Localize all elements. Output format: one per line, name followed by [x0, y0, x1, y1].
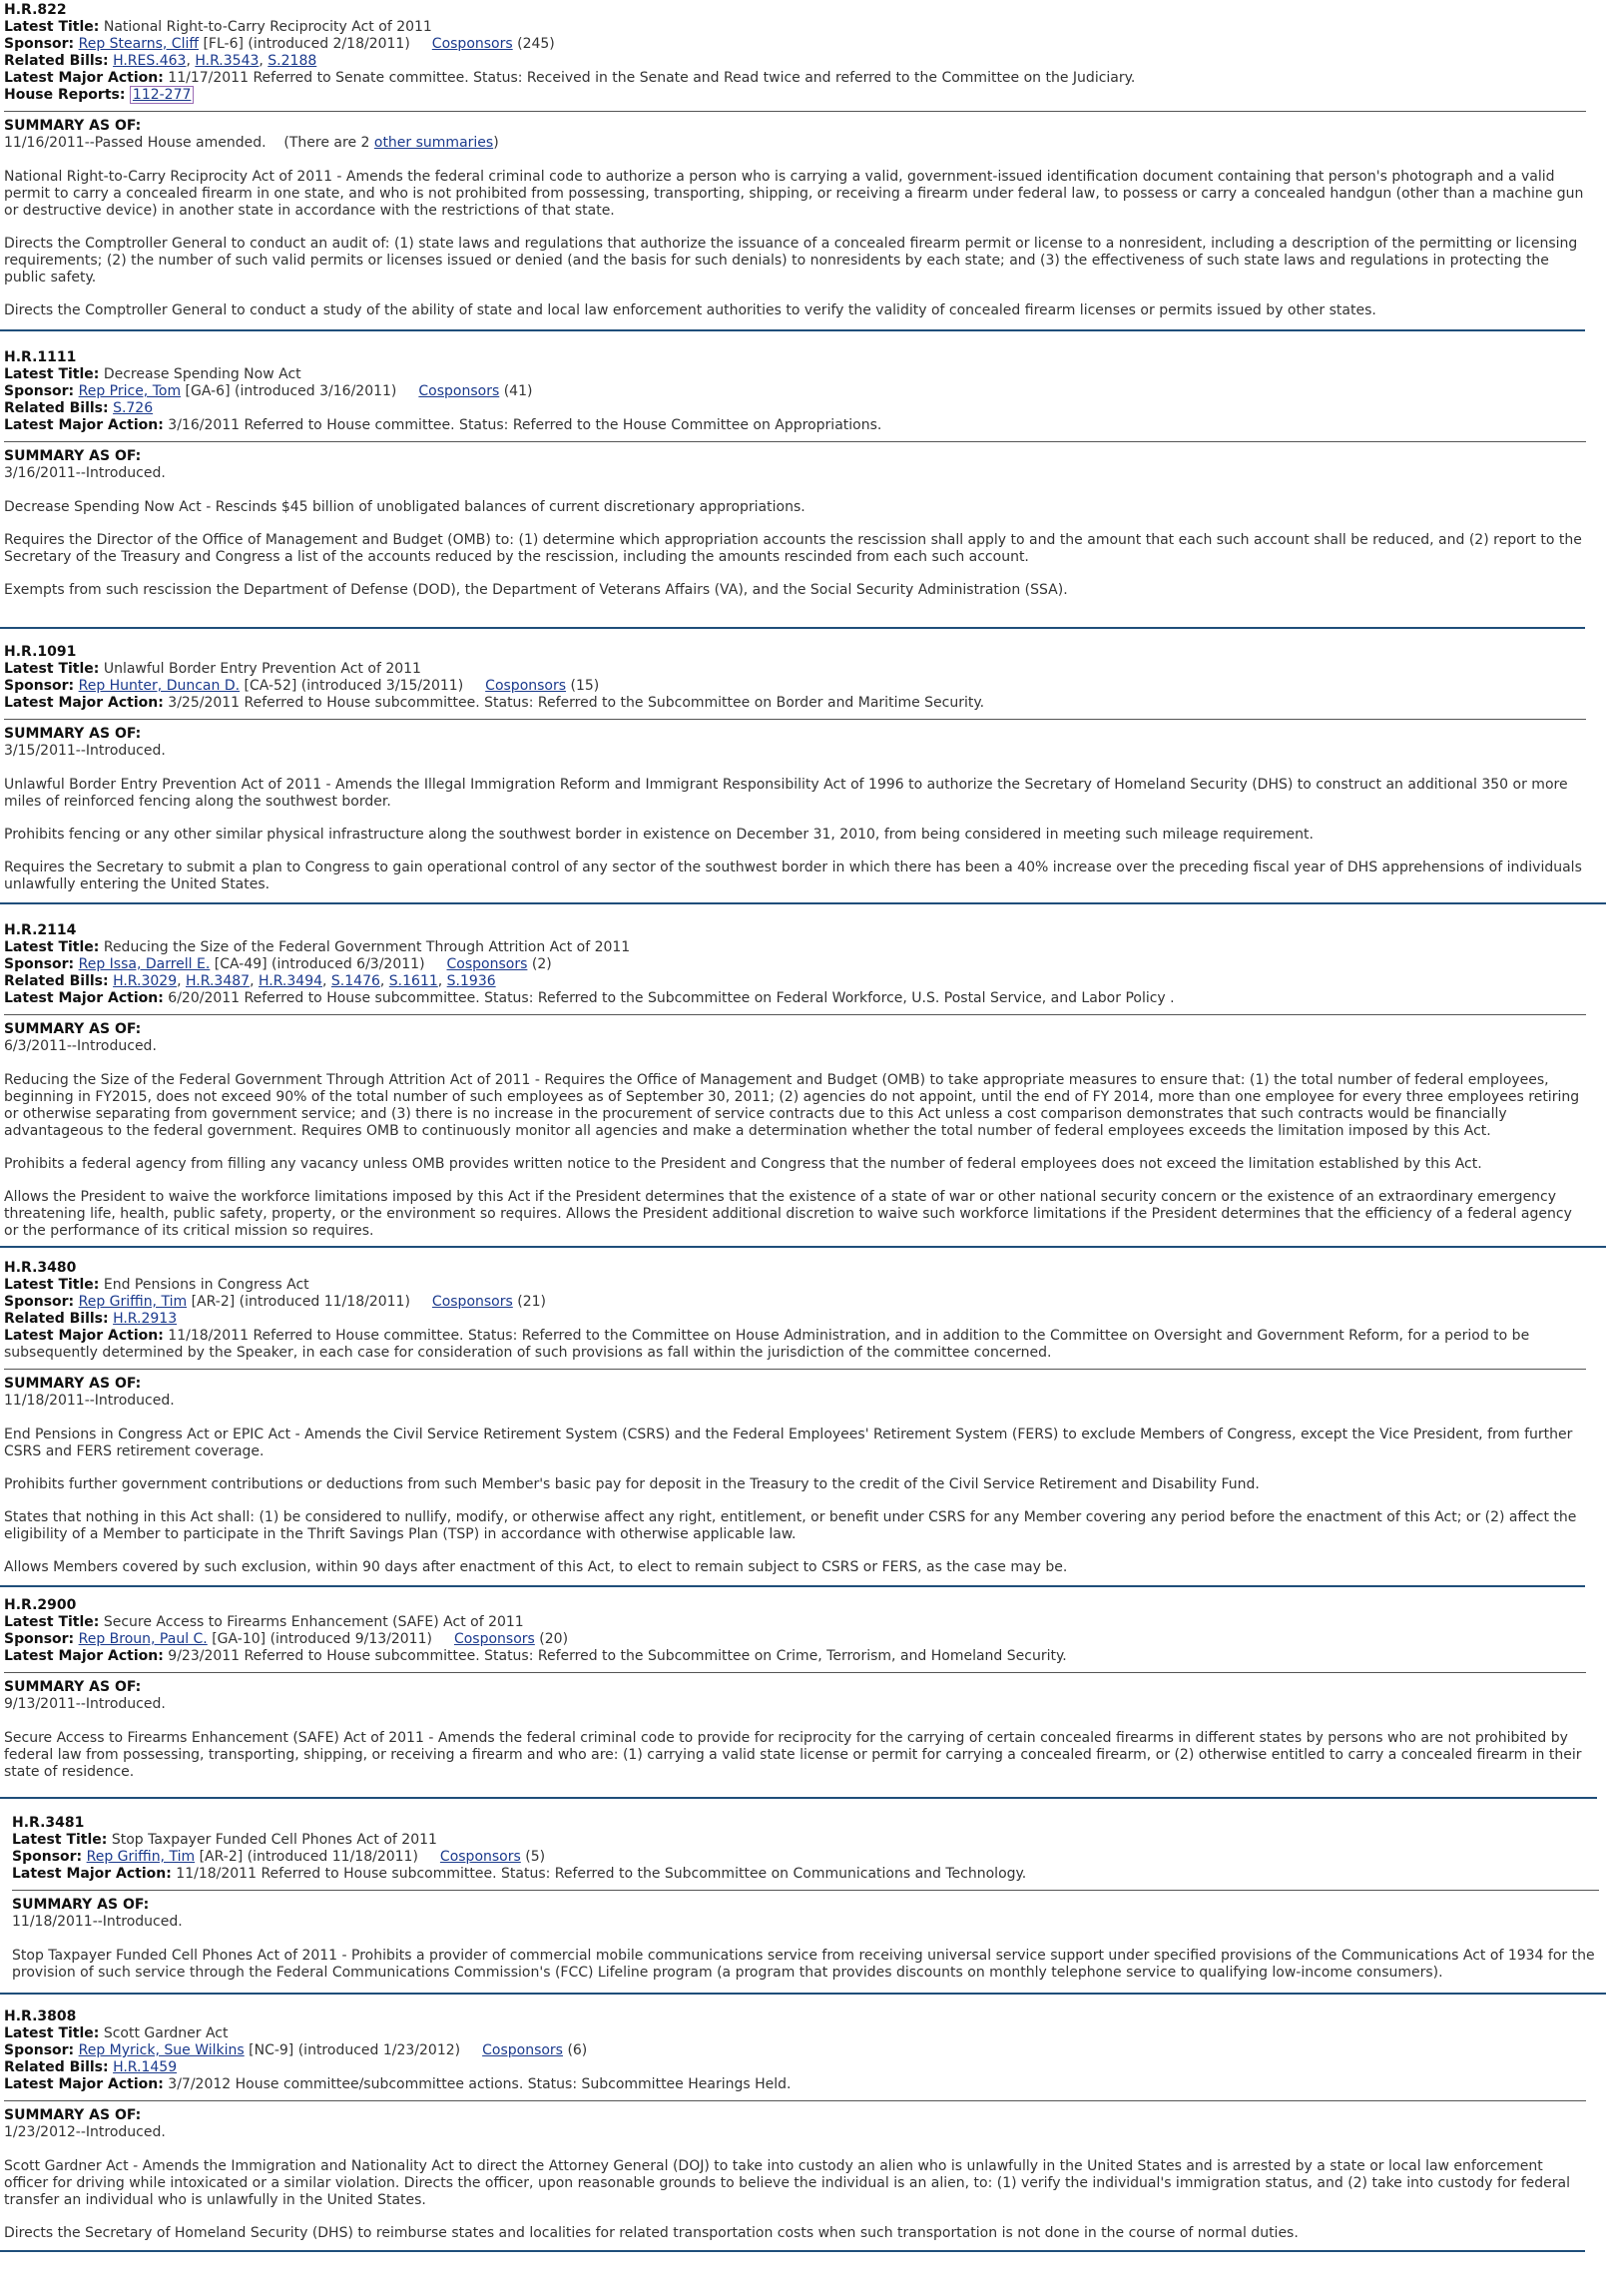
cosponsors-count: (245) [517, 36, 555, 52]
section-divider [4, 441, 1586, 442]
latest-title-label: Latest Title: [4, 2025, 100, 2041]
summary-date: 9/13/2011--Introduced. [4, 1696, 166, 1712]
section-divider [4, 1672, 1586, 1673]
related-bills-label: Related Bills: [4, 1311, 109, 1327]
bill-number: H.R.3481 [12, 1815, 85, 1831]
summary-date-row [4, 135, 1586, 152]
latest-title: Decrease Spending Now Act [103, 366, 301, 382]
bill-separator [0, 1993, 1606, 1995]
latest-action-row [4, 990, 1586, 1007]
sponsor-info: [CA-52] (introduced 3/15/2011) [244, 678, 464, 694]
latest-title: National Right-to-Carry Reciprocity Act of 2011 [103, 19, 432, 35]
summary-heading: SUMMARY AS OF: [4, 726, 142, 742]
latest-action-row [4, 1328, 1586, 1362]
bill-entry [4, 2, 1586, 335]
cosponsors-link[interactable]: Cosponsors [431, 36, 513, 52]
sponsor-row [4, 1294, 1586, 1311]
latest-title-row [4, 1277, 1586, 1294]
summary-heading: SUMMARY AS OF: [4, 448, 142, 464]
summary-paragraph: Directs the Secretary of Homeland Security (DHS) to reimburse states and localities for related transportation costs when such transportation is not done in the course of normal duties. [4, 2225, 1299, 2241]
related-bills-label: Related Bills: [4, 400, 109, 416]
bill-separator [0, 902, 1606, 904]
bill-number: H.R.3480 [4, 1260, 77, 1276]
summary-date: 1/23/2012--Introduced. [4, 2124, 166, 2140]
house-report-link[interactable]: 112-277 [130, 86, 195, 104]
latest-title-label: Latest Title: [4, 939, 100, 955]
sponsor-info: [GA-6] (introduced 3/16/2011) [185, 383, 397, 399]
house-reports-row [4, 87, 1586, 104]
latest-title-label: Latest Title: [4, 661, 100, 677]
summary-date-row [4, 743, 1586, 760]
section-divider [12, 1890, 1599, 1891]
latest-action-label: Latest Major Action: [4, 417, 164, 433]
sponsor-link[interactable]: Rep Stearns, Cliff [78, 36, 200, 52]
summary-paragraph: End Pensions in Congress Act or EPIC Act - Amends the Civil Service Retirement System (CSRS) and the Federal Employees' Retirement System (FERS) to exclude Members of Congress, except the Vice President, from further CSRS and FERS retirement coverage. [4, 1427, 1573, 1459]
summary-date-row [4, 465, 1586, 482]
bill-separator [0, 1585, 1585, 1587]
bill-entry [4, 922, 1586, 1256]
summary-paragraph: Secure Access to Firearms Enhancement (SAFE) Act of 2011 - Amends the federal criminal code to provide for reciprocity for the carrying of certain concealed firearms in different states by persons who are not prohibited by federal law from possessing, transporting, shipping, or receiving a firearm and who are: (1) carrying a valid state license or permit for carrying a concealed firearm, or (2) otherwise entitled to carry a concealed firearm in their state of residence. [4, 1730, 1582, 1780]
latest-title-label: Latest Title: [4, 1614, 100, 1630]
cosponsors-link[interactable]: Cosponsors [431, 1294, 513, 1310]
sponsor-row [4, 2042, 1586, 2059]
related-bill-link[interactable]: S.1611 [388, 973, 438, 989]
summary-paragraph: Decrease Spending Now Act - Rescinds $45 billion of unobligated balances of current discretionary appropriations. [4, 499, 805, 515]
cosponsors-count: (2) [531, 956, 552, 972]
bill-number: H.R.3808 [4, 2009, 77, 2024]
latest-action-label: Latest Major Action: [4, 2076, 164, 2092]
latest-title-row [4, 1614, 1586, 1631]
related-bill-link[interactable]: H.R.1459 [113, 2059, 178, 2075]
summary-paragraph: Unlawful Border Entry Prevention Act of 2011 - Amends the Illegal Immigration Reform and Immigrant Responsibility Act of 1996 to authorize the Secretary of Homeland Security (DHS) to construct an additional 350 or more miles of reinforced fencing along the southwest border. [4, 777, 1568, 810]
cosponsors-count: (20) [539, 1631, 569, 1647]
sponsor-info: [AR-2] (introduced 11/18/2011) [191, 1294, 410, 1310]
latest-title: Reducing the Size of the Federal Government Through Attrition Act of 2011 [103, 939, 631, 955]
sponsor-label: Sponsor: [4, 383, 75, 399]
latest-action-label: Latest Major Action: [4, 695, 164, 711]
cosponsors-link[interactable]: Cosponsors [446, 956, 528, 972]
sponsor-label: Sponsor: [12, 1849, 83, 1865]
section-divider [4, 111, 1586, 112]
summary-date-row [4, 1393, 1586, 1410]
summary-date-row [4, 2124, 1586, 2141]
sponsor-link[interactable]: Rep Griffin, Tim [78, 1294, 188, 1310]
latest-action: 9/23/2011 Referred to House subcommittee. Status: Referred to the Subcommittee on Crime, Terrorism, and Homeland Security. [168, 1648, 1067, 1664]
related-bills-row [4, 400, 1586, 417]
cosponsors-count: (6) [567, 2042, 588, 2058]
bill-number: H.R.1111 [4, 349, 77, 365]
sponsor-info: [NC-9] (introduced 1/23/2012) [249, 2042, 461, 2058]
related-bills-label: Related Bills: [4, 2059, 109, 2075]
latest-action-label: Latest Major Action: [4, 990, 164, 1006]
bill-separator [0, 627, 1585, 629]
sponsor-row [12, 1849, 1599, 1866]
cosponsors-link[interactable]: Cosponsors [482, 2042, 563, 2058]
latest-title: Stop Taxpayer Funded Cell Phones Act of 2011 [111, 1832, 437, 1848]
summary-paragraph: Prohibits fencing or any other similar physical infrastructure along the southwest border in existence on December 31, 2010, from being considered in meeting such mileage requirement. [4, 827, 1314, 843]
summary-paragraph: Allows Members covered by such exclusion, within 90 days after enactment of this Act, to elect to remain subject to CSRS or FERS, as the case may be. [4, 1559, 1068, 1575]
latest-action: 11/17/2011 Referred to Senate committee. Status: Received in the Senate and Read twice and referred to the Committee on the Judiciary. [168, 70, 1136, 86]
summary-date-row [4, 1696, 1586, 1713]
latest-title: Secure Access to Firearms Enhancement (SAFE) Act of 2011 [103, 1614, 524, 1630]
bill-number: H.R.2114 [4, 922, 77, 938]
bill-separator [0, 2250, 1585, 2252]
related-bill-link[interactable]: S.1476 [330, 973, 380, 989]
summary-paragraph: Requires the Director of the Office of Management and Budget (OMB) to: (1) determine which appropriation accounts the rescission shall apply to and the amount that each such account shall be reduced, and (2) report to the Secretary of the Treasury and Congress a list of the accounts reduced by the rescission, including the amounts rescinded from each such account. [4, 532, 1582, 565]
latest-action: 3/7/2012 House committee/subcommittee actions. Status: Subcommittee Hearings Held. [168, 2076, 792, 2092]
related-bills-row: Related Bills: H.RES.463, H.R.3543, S.2188 [4, 53, 317, 69]
other-summaries-post: ) [493, 135, 499, 151]
sponsor-label: Sponsor: [4, 956, 75, 972]
related-bills-label: Related Bills: [4, 53, 109, 69]
sponsor-label: Sponsor: [4, 36, 75, 52]
sponsor-row [4, 36, 1586, 53]
sponsor-row [4, 1631, 1586, 1648]
sponsor-link[interactable]: Rep Griffin, Tim [86, 1849, 196, 1865]
summary-paragraph: Directs the Comptroller General to conduct a study of the ability of state and local law enforcement authorities to verify the validity of concealed firearm licenses or permits issued by other states. [4, 302, 1376, 318]
bill-entry [4, 2009, 1586, 2258]
bill-separator [0, 329, 1585, 331]
summary-heading: SUMMARY AS OF: [4, 1021, 142, 1037]
latest-action-label: Latest Major Action: [4, 1328, 164, 1344]
summary-date: 3/16/2011--Introduced. [4, 465, 166, 481]
summary-paragraph: National Right-to-Carry Reciprocity Act of 2011 - Amends the federal criminal code to authorize a person who is carrying a valid, government-issued identification document containing that person's photograph and a valid permit to carry a concealed firearm in one state, and who is not prohibited from possessing, transporting, shipping, or receiving a firearm under federal law, to possess or carry a concealed handgun (other than a machine gun or destructive device) in another state in accordance with the restrictions of that state. [4, 169, 1584, 219]
summary-date-row [12, 1914, 1599, 1931]
summary-paragraph: Stop Taxpayer Funded Cell Phones Act of 2011 - Prohibits a provider of commercial mobile communications service from receiving universal service support under specified provisions of the Communications Act of 1934 for the provision of such service through the Federal Communications Commission's (FCC) Lifeline program (a program that provides discounts on monthly telephone service to qualifying low-income consumers). [12, 1948, 1595, 1981]
cosponsors-link[interactable]: Cosponsors [439, 1849, 521, 1865]
summary-paragraph: Prohibits further government contributions or deductions from such Member's basic pay for deposit in the Treasury to the credit of the Civil Service Retirement and Disability Fund. [4, 1476, 1260, 1492]
summary-date-row [4, 1038, 1586, 1055]
summary-paragraph: States that nothing in this Act shall: (1) be considered to nullify, modify, or otherwise affect any right, entitlement, or benefit under CSRS for any Member covering any period before the enactment of this Act; or (2) affect the eligibility of a Member to participate in the Thrift Savings Plan (TSP) in accordance with otherwise applicable law. [4, 1509, 1577, 1542]
sponsor-label: Sponsor: [4, 1631, 75, 1647]
related-bill-link[interactable]: S.2188 [268, 53, 317, 69]
latest-title: End Pensions in Congress Act [103, 1277, 309, 1293]
related-bill-link[interactable]: H.R.3494 [258, 973, 323, 989]
latest-title-label: Latest Title: [4, 1277, 100, 1293]
latest-title-label: Latest Title: [4, 366, 100, 382]
bill-entry [12, 1815, 1599, 1998]
latest-title-row [4, 939, 1586, 956]
sponsor-info: [FL-6] (introduced 2/18/2011) [203, 36, 410, 52]
summary-paragraph: Directs the Comptroller General to conduct an audit of: (1) state laws and regulations that authorize the issuance of a concealed firearm permit or license to a nonresident, including a description of the permitting or licensing requirements; (2) the number of such valid permits or licenses issued or denied (and the basis for such denials) to nonresidents by each state; and (3) the effectiveness of such state laws and regulations in protecting the public safety. [4, 236, 1578, 286]
bill-number: H.R.1091 [4, 644, 77, 660]
related-bill-link[interactable]: H.R.2913 [113, 1311, 178, 1327]
related-bill-link[interactable]: S.1936 [446, 973, 496, 989]
bill-entry [4, 1597, 1586, 1797]
bill-separator [0, 1797, 1597, 1799]
sponsor-info: [AR-2] (introduced 11/18/2011) [199, 1849, 418, 1865]
summary-paragraph: Prohibits a federal agency from filling any vacancy unless OMB provides written notice to the President and Congress that the number of federal employees does not exceed the limitation established by this Act. [4, 1156, 1482, 1172]
latest-action: 11/18/2011 Referred to House committee. Status: Referred to the Committee on House Administration, and in addition to the Committee on Oversight and Government Reform, for a period to be subsequently determined by the Speaker, in each case for consideration of such provisions as fall within the jurisdiction of the committee concerned. [4, 1328, 1530, 1361]
related-bill-link[interactable]: H.R.3487 [186, 973, 251, 989]
sponsor-label: Sponsor: [4, 2042, 75, 2058]
cosponsors-count: (15) [570, 678, 600, 694]
section-divider [4, 1014, 1586, 1015]
sponsor-label: Sponsor: [4, 1294, 75, 1310]
latest-title-label: Latest Title: [12, 1832, 108, 1848]
cosponsors-count: (41) [503, 383, 533, 399]
sponsor-info: [GA-10] (introduced 9/13/2011) [212, 1631, 432, 1647]
bill-entry [4, 644, 1586, 909]
latest-action-row [12, 1866, 1599, 1883]
sponsor-link[interactable]: Rep Broun, Paul C. [78, 1631, 208, 1647]
latest-action-row [4, 2076, 1586, 2093]
summary-paragraph: Requires the Secretary to submit a plan to Congress to gain operational control of any sector of the southwest border in which there has been a 40% increase over the preceding fiscal year of DHS apprehensions of individuals unlawfully entering the United States. [4, 860, 1582, 892]
sponsor-link[interactable]: Rep Issa, Darrell E. [78, 956, 211, 972]
sponsor-label: Sponsor: [4, 678, 75, 694]
bill-number: H.R.822 [4, 2, 67, 18]
related-bill-link[interactable]: H.R.3029 [113, 973, 178, 989]
latest-action: 3/25/2011 Referred to House subcommittee. Status: Referred to the Subcommittee on Border and Maritime Security. [168, 695, 985, 711]
cosponsors-count: (21) [517, 1294, 546, 1310]
house-reports-label: House Reports: [4, 87, 126, 103]
latest-action-row [4, 1648, 1586, 1665]
summary-paragraph: Reducing the Size of the Federal Government Through Attrition Act of 2011 - Requires the Office of Management and Budget (OMB) to take appropriate measures to ensure that: (1) the total number of federal employees, beginning in FY2015, does not exceed 90% of the total number of such employees as of September 30, 2011; (2) agencies do not appoint, until the end of FY 2014, more than one employee for every three employees retiring or otherwise separating from government service; and (3) there is no increase in the procurement of service contracts due to this Act unless a cost comparison demonstrates that such contracts would be financially advantageous to the federal government. Requires OMB to continuously monitor all agencies and make a determination whether the total number of federal employees exceeds the limitation imposed by this Act. [4, 1072, 1580, 1139]
related-bills-row: Related Bills: H.R.3029, H.R.3487, H.R.3494, S.1476, S.1611, S.1936 [4, 973, 496, 989]
latest-action-label: Latest Major Action: [4, 70, 164, 86]
sponsor-row [4, 678, 1586, 695]
bill-entry [4, 349, 1586, 615]
summary-paragraph: Allows the President to waive the workforce limitations imposed by this Act if the President determines that the existence of a state of war or other national security concern or the existence of an extraordinary emergency threatening life, health, public safety, property, or the environment so requires. Allows the President additional discretion to waive such workforce limitations if the President determines that the efficiency of a federal agency or the performance of its critical mission so requires. [4, 1189, 1572, 1239]
latest-action: 3/16/2011 Referred to House committee. Status: Referred to the House Committee on Appropriations. [168, 417, 882, 433]
bill-separator [0, 1246, 1606, 1248]
latest-action-row [4, 70, 1586, 87]
summary-paragraph: Scott Gardner Act - Amends the Immigration and Nationality Act to direct the Attorney General (DOJ) to take into custody an alien who is unlawfully in the United States and is arrested by a state or local law enforcement officer for driving while intoxicated or a similar violation. Directs the officer, upon reasonable grounds to believe the individual is an alien, to: (1) verify the individual's immigration status, and (2) take into custody for federal transfer an individual who is unlawfully in the United States. [4, 2158, 1570, 2208]
bill-entry [4, 1260, 1586, 1592]
latest-action-label: Latest Major Action: [4, 1648, 164, 1664]
sponsor-link[interactable]: Rep Hunter, Duncan D. [78, 678, 241, 694]
latest-title-row [12, 1832, 1599, 1849]
latest-title-row [4, 661, 1586, 678]
related-bills-row [4, 2059, 1586, 2076]
latest-action-row [4, 417, 1586, 434]
summary-heading: SUMMARY AS OF: [4, 2107, 142, 2123]
section-divider [4, 2100, 1586, 2101]
related-bills-row [4, 1311, 1586, 1328]
latest-title-row [4, 19, 1586, 36]
other-summaries-link[interactable]: other summaries [373, 135, 494, 151]
latest-title-row [4, 2025, 1586, 2042]
summary-heading: SUMMARY AS OF: [4, 1376, 142, 1392]
sponsor-link[interactable]: Rep Myrick, Sue Wilkins [78, 2042, 245, 2058]
summary-heading: SUMMARY AS OF: [12, 1897, 150, 1913]
sponsor-row [4, 383, 1586, 400]
summary-date: 11/16/2011--Passed House amended. [4, 135, 267, 151]
latest-action: 6/20/2011 Referred to House subcommittee. Status: Referred to the Subcommittee on Federal Workforce, U.S. Postal Service, and Labor Policy . [168, 990, 1175, 1006]
cosponsors-link[interactable]: Cosponsors [485, 678, 567, 694]
summary-paragraph: Exempts from such rescission the Department of Defense (DOD), the Department of Veterans Affairs (VA), and the Social Security Administration (SSA). [4, 582, 1068, 598]
latest-action: 11/18/2011 Referred to House subcommittee. Status: Referred to the Subcommittee on Communications and Technology. [176, 1866, 1027, 1882]
bill-number: H.R.2900 [4, 1597, 77, 1613]
summary-date: 11/18/2011--Introduced. [4, 1393, 175, 1409]
cosponsors-count: (5) [525, 1849, 546, 1865]
latest-title-label: Latest Title: [4, 19, 100, 35]
related-bill-link[interactable]: S.726 [113, 400, 154, 416]
related-bills-label: Related Bills: [4, 973, 109, 989]
section-divider [4, 719, 1586, 720]
latest-title: Scott Gardner Act [103, 2025, 229, 2041]
cosponsors-link[interactable]: Cosponsors [453, 1631, 535, 1647]
summary-heading: SUMMARY AS OF: [4, 118, 142, 134]
other-summaries-pre: (There are 2 [283, 135, 374, 151]
sponsor-row [4, 956, 1586, 973]
related-bill-link[interactable]: H.RES.463 [113, 53, 187, 69]
latest-action-row [4, 695, 1586, 712]
cosponsors-link[interactable]: Cosponsors [418, 383, 500, 399]
summary-heading: SUMMARY AS OF: [4, 1679, 142, 1695]
latest-title: Unlawful Border Entry Prevention Act of 2011 [103, 661, 421, 677]
summary-date: 11/18/2011--Introduced. [12, 1914, 183, 1930]
latest-action-label: Latest Major Action: [12, 1866, 172, 1882]
section-divider [4, 1369, 1586, 1370]
summary-date: 3/15/2011--Introduced. [4, 743, 166, 759]
sponsor-link[interactable]: Rep Price, Tom [78, 383, 182, 399]
summary-date: 6/3/2011--Introduced. [4, 1038, 157, 1054]
sponsor-info: [CA-49] (introduced 6/3/2011) [214, 956, 425, 972]
latest-title-row [4, 366, 1586, 383]
related-bill-link[interactable]: H.R.3543 [195, 53, 260, 69]
